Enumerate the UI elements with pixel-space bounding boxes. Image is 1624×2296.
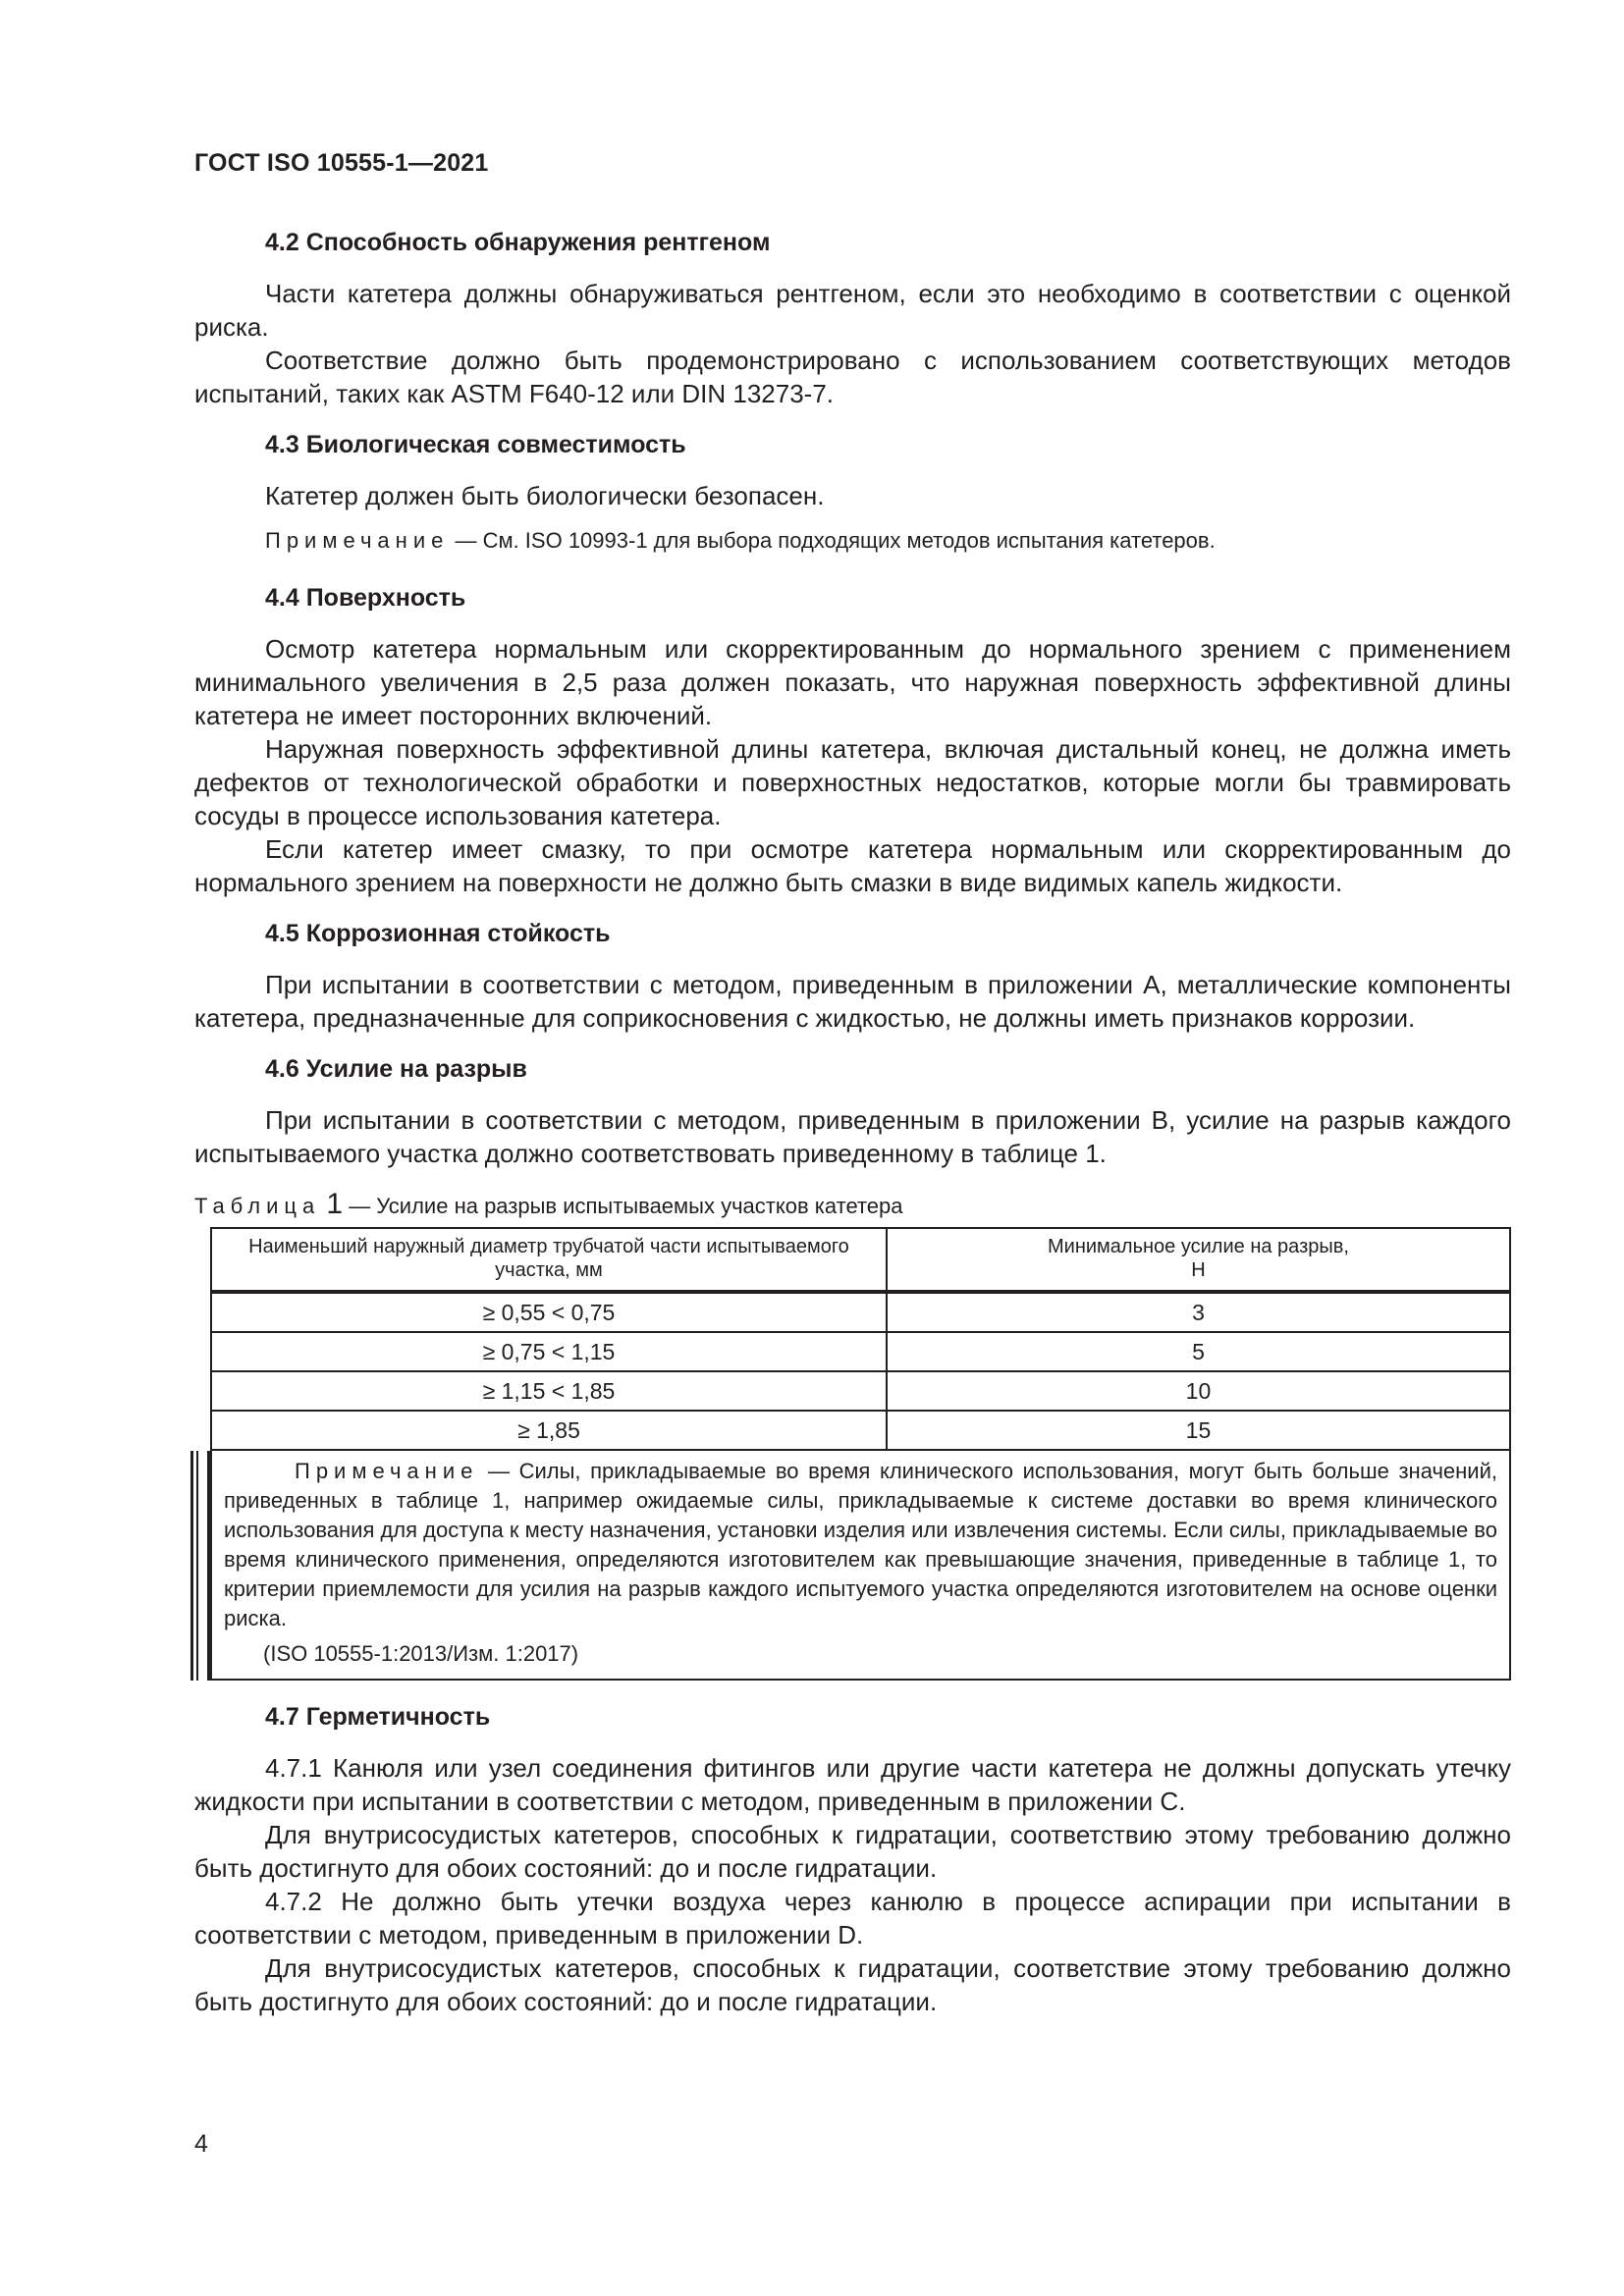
paragraph: Осмотр катетера нормальным или скорректированным до нормального зрением с применением минимального увеличения в 2,5 раза должен показать, что наружная поверхность эффективной длины катетера не имеет посторонних включений.: [194, 634, 1511, 730]
table-caption-label: Таблица: [194, 1194, 321, 1218]
section-heading-4-4: 4.4 Поверхность: [265, 584, 466, 612]
table-caption: [194, 1190, 1511, 1221]
table-row: [211, 1332, 1510, 1371]
table-row: [211, 1292, 1510, 1332]
cell-force: 3: [887, 1292, 1510, 1332]
section-heading-4-3: 4.3 Биологическая совместимость: [265, 431, 686, 458]
note-label: Примечание: [265, 528, 450, 553]
table-row: [211, 1371, 1510, 1411]
section-heading-4-5: 4.5 Коррозионная стойкость: [265, 920, 611, 947]
column-header-force: [887, 1228, 1510, 1292]
paragraph: Если катетер имеет смазку, то при осмотре катетера нормальным или скорректированным до нормального зрением на поверхности не должно быть смазки в виде видимых капель жидкости.: [194, 834, 1511, 897]
document-body: [194, 226, 1511, 2018]
note: [265, 526, 1511, 556]
cell-force: 10: [887, 1371, 1510, 1411]
note-text: — См. ISO 10993-1 для выбора подходящих методов испытания катетеров.: [449, 528, 1216, 553]
table-note-label: Примечание: [295, 1459, 479, 1483]
cell-diameter: ≥ 0,55 < 0,75: [211, 1292, 887, 1332]
paragraph: При испытании в соответствии с методом, приведенным в приложении А, металлические компоненты катетера, предназначенные для соприкосновения с жидкостью, не должны иметь признаков коррозии.: [194, 970, 1511, 1033]
cell-force: 15: [887, 1411, 1510, 1450]
table-row: [211, 1411, 1510, 1450]
column-header-diameter: Наименьший наружный диаметр трубчатой части испытываемого участка, мм: [211, 1228, 887, 1292]
paragraph: Соответствие должно быть продемонстрировано с использованием соответствующих методов испытаний, таких как ASTM F640-12 или DIN 13273-7.: [194, 346, 1511, 408]
cell-diameter: ≥ 1,85: [211, 1411, 887, 1450]
paragraph: 4.7.2 Не должно быть утечки воздуха через канюлю в процессе аспирации при испытании в соответствии с методом, приведенным в приложении D.: [194, 1887, 1511, 1949]
table-header-row: [211, 1228, 1510, 1292]
table-note: [224, 1457, 1497, 1633]
table-note-box: [210, 1451, 1511, 1681]
cell-diameter: ≥ 0,75 < 1,15: [211, 1332, 887, 1371]
document-header: ГОСТ ISO 10555-1—2021: [194, 149, 489, 177]
table-caption-text: — Усилие на разрыв испытываемых участков катетера: [343, 1194, 903, 1218]
cell-force: 5: [887, 1332, 1510, 1371]
section-heading-4-2: 4.2 Способность обнаружения рентгеном: [265, 229, 771, 256]
cell-diameter: ≥ 1,15 < 1,85: [211, 1371, 887, 1411]
column-header-force-unit: Н: [1191, 1259, 1206, 1281]
paragraph: При испытании в соответствии с методом, приведенным в приложении В, усилие на разрыв каждого испытываемого участка должно соответствовать приведенному в таблице 1.: [194, 1105, 1511, 1168]
table-note-text: — Силы, прикладываемые во время клинического использования, могут быть больше значений, приведенных в таблице 1, например ожидаемые силы, прикладываемые к системе доставки во время клинического использования для доступа к месту назначения, установки изделия или извлечения системы. Если силы, прикладываемые во время клинического применения, определяются изготовителем как превышающие значения, приведенные в таблице 1, то критерии приемлемости для усилия на разрыв каждого испытуемого участка определяются изготовителем на основе оценки риска.: [224, 1459, 1497, 1630]
table-caption-number: 1: [326, 1188, 344, 1220]
breaking-force-table: [210, 1227, 1511, 1451]
section-heading-4-7: 4.7 Герметичность: [265, 1703, 491, 1731]
paragraph: Для внутрисосудистых катетеров, способных к гидратации, соответствие этому требованию должно быть достигнуто для обоих состояний: до и после гидратации.: [194, 1953, 1511, 2016]
change-bar-marker: [190, 1451, 210, 1681]
amendment-reference: (ISO 10555-1:2013/Изм. 1:2017): [263, 1641, 579, 1666]
paragraph: Для внутрисосудистых катетеров, способных к гидратации, соответствию этому требованию должно быть достигнуто для обоих состояний: до и после гидратации.: [194, 1820, 1511, 1883]
column-header-force-line1: Минимальное усилие на разрыв,: [1048, 1236, 1349, 1257]
paragraph: 4.7.1 Канюля или узел соединения фитингов или другие части катетера не должны допускать утечку жидкости при испытании в соответствии с методом, приведенным в приложении С.: [194, 1753, 1511, 1816]
section-heading-4-6: 4.6 Усилие на разрыв: [265, 1055, 527, 1083]
paragraph: Наружная поверхность эффективной длины катетера, включая дистальный конец, не должна иметь дефектов от технологической обработки и поверхностных недостатков, которые могли бы травмировать сосуды в процессе использования катетера.: [194, 734, 1511, 830]
paragraph: Катетер должен быть биологически безопасен.: [265, 481, 825, 510]
paragraph: Части катетера должны обнаруживаться рентгеном, если это необходимо в соответствии с оценкой риска.: [194, 279, 1511, 342]
page-number: 4: [194, 2130, 208, 2158]
